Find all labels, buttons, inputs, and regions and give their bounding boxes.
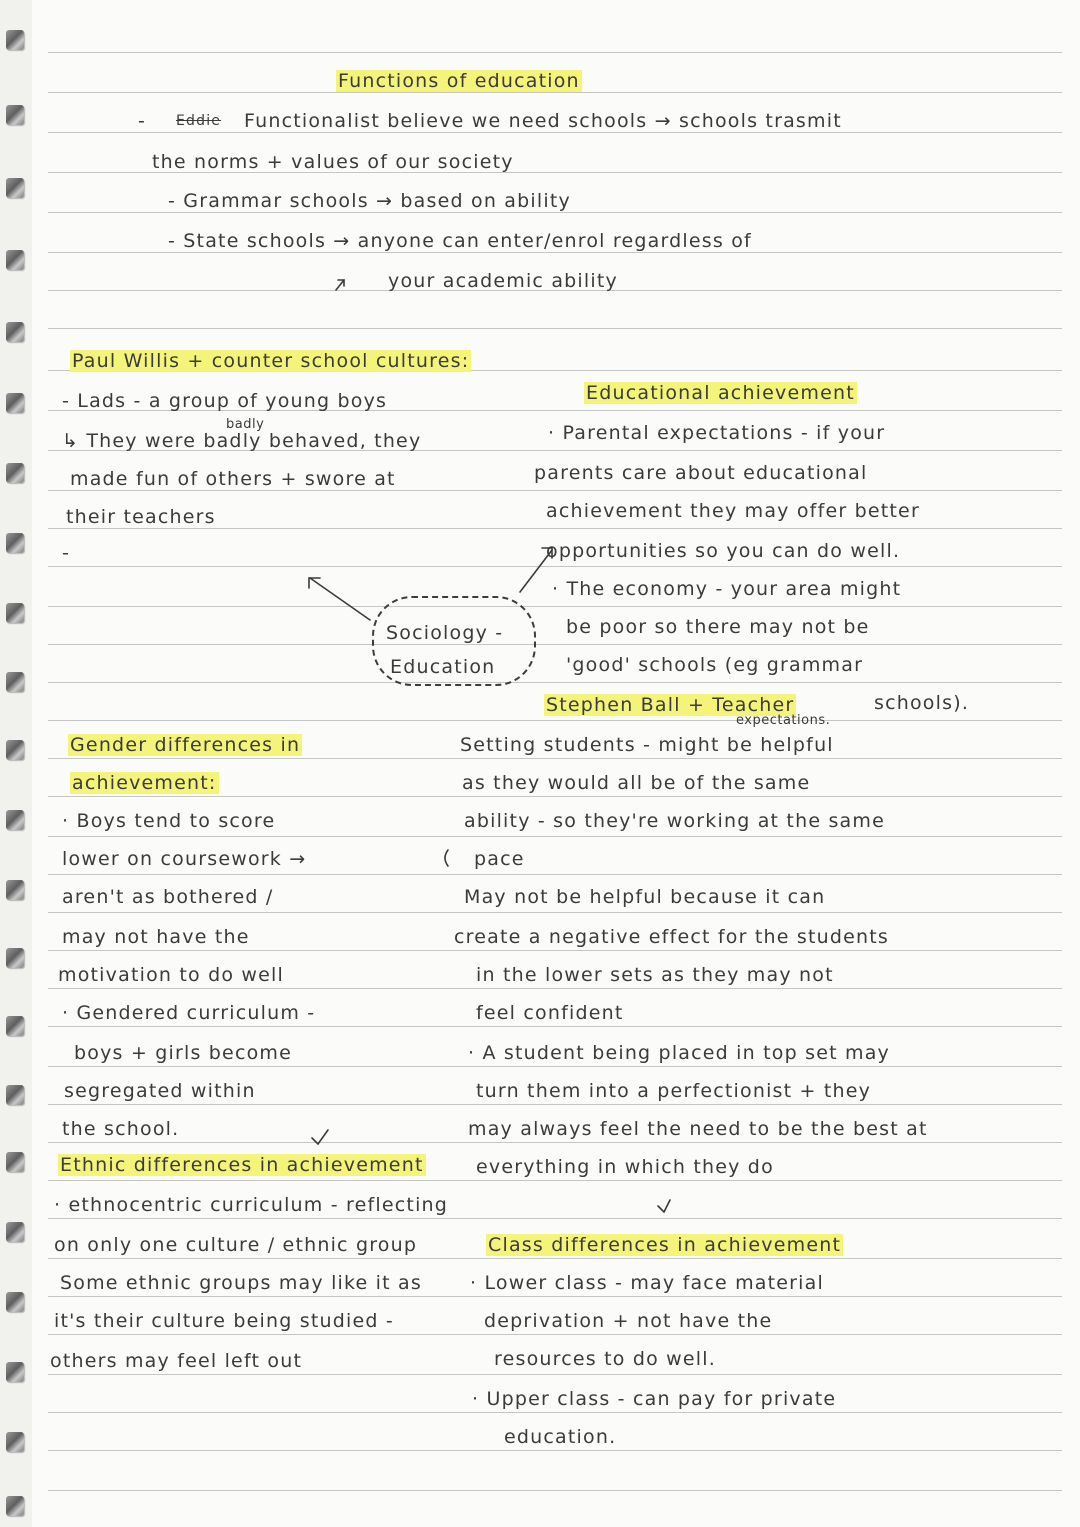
ethnic-line: · ethnocentric curriculum - reflecting xyxy=(54,1194,449,1216)
willis-line: made fun of others + swore at xyxy=(70,468,396,490)
gender-line: may not have the xyxy=(62,926,250,948)
educational-line: · Parental expectations - if your xyxy=(548,422,886,444)
ball-line: in the lower sets as they may not xyxy=(476,964,834,986)
bracket-mark xyxy=(445,850,448,866)
ball-line: feel confident xyxy=(476,1002,624,1024)
class-line: · Lower class - may face material xyxy=(470,1272,824,1294)
gender-heading-1: Gender differences in xyxy=(70,734,301,756)
educational-line: achievement they may offer better xyxy=(546,500,920,522)
educational-heading: Educational achievement xyxy=(586,382,855,404)
ball-line: May not be helpful because it can xyxy=(464,886,826,908)
ball-line: create a negative effect for the students xyxy=(454,926,889,948)
functionalist-bullet-1: - Grammar schools → based on ability xyxy=(168,190,571,212)
arrow-icon xyxy=(520,550,552,592)
functionalist-line-2: the norms + values of our society xyxy=(152,151,514,173)
gender-line: boys + girls become xyxy=(74,1042,293,1064)
arrow-icon xyxy=(310,578,370,620)
willis-insert: badly xyxy=(226,417,265,432)
ball-line: turn them into a perfectionist + they xyxy=(476,1080,872,1102)
gender-line: segregated within xyxy=(64,1080,256,1102)
educational-line: parents care about educational xyxy=(534,462,868,484)
arrow-icon xyxy=(336,280,344,290)
class-heading: Class differences in achievement xyxy=(488,1234,842,1256)
ethnic-line: on only one culture / ethnic group xyxy=(54,1234,418,1256)
gender-line: lower on coursework → xyxy=(62,848,307,870)
page-title: Functions of education xyxy=(338,70,580,92)
bullet-dash: - xyxy=(138,110,147,132)
cloud-line-2: Education xyxy=(390,656,496,678)
tick-icon xyxy=(658,1200,670,1212)
ethnic-line: it's their culture being studied - xyxy=(54,1310,394,1332)
ethnic-heading: Ethnic differences in achievement xyxy=(60,1154,424,1176)
willis-line: - xyxy=(62,542,71,564)
tick-icon xyxy=(312,1130,328,1144)
functionalist-line-1: Functionalist believe we need schools → schools trasmit xyxy=(244,110,842,132)
ball-line: as they would all be of the same xyxy=(462,772,811,794)
educational-line: opportunities so you can do well. xyxy=(546,540,901,562)
educational-line: 'good' schools (eg grammar xyxy=(566,654,864,676)
educational-line: · The economy - your area might xyxy=(552,578,902,600)
gender-heading-2: achievement: xyxy=(72,772,217,794)
class-line: education. xyxy=(504,1426,617,1448)
willis-line: - Lads - a group of young boys xyxy=(62,390,388,412)
cloud-line-1: Sociology - xyxy=(386,622,504,644)
willis-heading: Paul Willis + counter school cultures: xyxy=(72,350,470,372)
class-line: · Upper class - can pay for private xyxy=(472,1388,837,1410)
gender-line: aren't as bothered / xyxy=(62,886,274,908)
functionalist-bullet-2: - State schools → anyone can enter/enrol regardless of xyxy=(168,230,752,252)
gender-line: · Boys tend to score xyxy=(62,810,276,832)
gender-line: · Gendered curriculum - xyxy=(62,1002,316,1024)
ball-line: · A student being placed in top set may xyxy=(468,1042,890,1064)
ball-line: ability - so they're working at the same xyxy=(464,810,885,832)
ball-heading: Stephen Ball + Teacher xyxy=(546,694,795,716)
functionalist-bullet-2-cont: your academic ability xyxy=(388,270,618,292)
ethnic-line: Some ethnic groups may like it as xyxy=(60,1272,422,1294)
educational-line: be poor so there may not be xyxy=(566,616,870,638)
class-line: resources to do well. xyxy=(494,1348,716,1370)
ball-line: everything in which they do xyxy=(476,1156,774,1178)
ball-line: pace xyxy=(474,848,525,870)
willis-line: ↳ They were badly behaved, they xyxy=(62,430,422,452)
gender-line: the school. xyxy=(62,1118,180,1140)
gender-line: motivation to do well xyxy=(58,964,285,986)
class-line: deprivation + not have the xyxy=(484,1310,773,1332)
willis-line: their teachers xyxy=(66,506,216,528)
ethnic-line: others may feel left out xyxy=(50,1350,303,1372)
struck-word: Eddie xyxy=(176,113,222,129)
ball-line: Setting students - might be helpful xyxy=(460,734,834,756)
educational-line: schools). xyxy=(874,692,970,714)
ball-heading-small: expectations. xyxy=(736,713,831,728)
ball-line: may always feel the need to be the best at xyxy=(468,1118,928,1140)
